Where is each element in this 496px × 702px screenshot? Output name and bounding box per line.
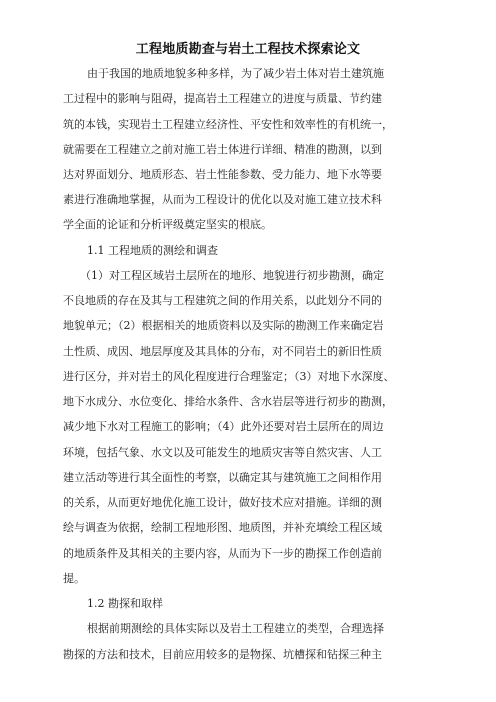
paragraph-line: （1）对工程区域岩土层所在的地形、地貌进行初步勘测，确定 [80, 269, 384, 282]
paragraph-line: 地貌单元；（2）根据相关的地质资料以及实际的勘测工作来确定岩 [63, 319, 384, 332]
paragraph-line: 勘探的方法和技术，目前应用较多的是物探、坑槽探和钻探三种主 [63, 648, 382, 661]
paragraph-line: 由于我国的地质地貌多种多样，为了减少岩土体对岩土建筑施 [87, 67, 384, 80]
paragraph-line: 进行区分，并对岩土的风化程度进行合理鉴定；（3）对地下水深度、 [63, 370, 395, 383]
paragraph-line: 根据前期测绘的具体实际以及岩土工程建立的类型，合理选择 [87, 622, 384, 635]
document-title: 工程地质勘查与岩土工程技术探索论文 [135, 42, 361, 57]
paragraph-line: 素进行准确地掌握，从而为工程设计的优化以及对施工建立技术科 [63, 193, 382, 206]
section-heading: 1.2 勘探和取样 [87, 597, 163, 610]
paragraph-line: 不良地质的存在及其与工程建筑之间的作用关系，以此划分不同的 [63, 294, 382, 307]
paragraph-line: 绘与调查为依据，绘制工程地形图、地质图，并补充填绘工程区域 [63, 521, 382, 534]
paragraph-line: 地下水成分、水位变化、排给水条件、含水岩层等进行初步的勘测， [63, 395, 393, 408]
paragraph-line: 工过程中的影响与阻碍，提高岩土工程建立的进度与质量、节约建 [63, 92, 382, 105]
paragraph-line: 提。 [63, 572, 85, 585]
section-heading: 1.1 工程地质的测绘和调查 [87, 244, 218, 257]
paragraph-line: 减少地下水对工程施工的影响；（4）此外还要对岩土层所在的周边 [63, 420, 384, 433]
paragraph-line: 达对界面划分、地质形态、岩土性能参数、受力能力、地下水等要 [63, 168, 382, 181]
paragraph-line: 环境，包括气象、水文以及可能发生的地质灾害等自然灾害、人工 [63, 446, 382, 459]
paragraph-line: 就需要在工程建立之前对施工岩土体进行详细、精准的勘测，以到 [63, 143, 382, 156]
paragraph-line: 筑的本钱，实现岩土工程建立经济性、平安性和效率性的有机统一， [63, 118, 393, 131]
paragraph-line: 土性质、成因、地层厚度及其具体的分布，对不同岩土的新旧性质 [63, 345, 382, 358]
paragraph-line: 建立活动等进行其全面性的考察，以确定其与建筑施工之间相作用 [63, 471, 382, 484]
paragraph-line: 的地质条件及其相关的主要内容，从而为下一步的勘探工作创造前 [63, 547, 382, 560]
paragraph-line: 学全面的论证和分析评级奠定坚实的根底。 [63, 218, 272, 231]
paragraph-line: 的关系，从而更好地优化施工设计，做好技术应对措施。详细的测 [63, 496, 382, 509]
